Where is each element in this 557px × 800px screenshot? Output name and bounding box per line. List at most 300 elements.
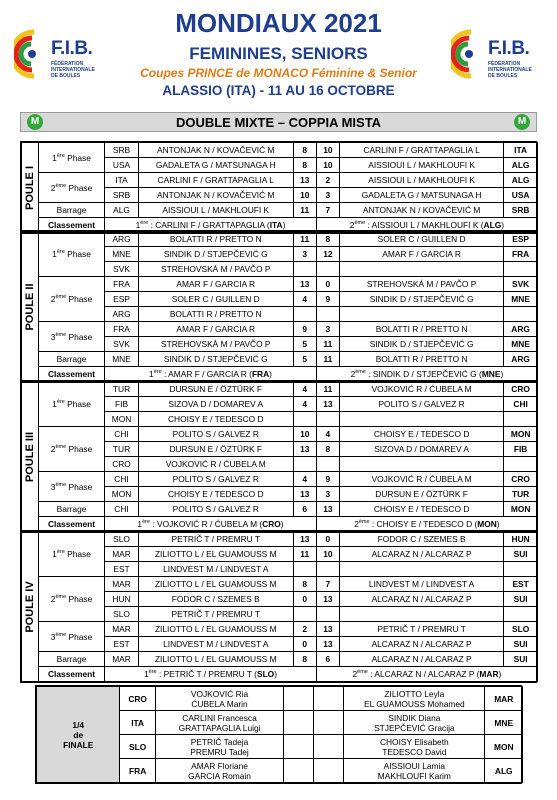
opponent-name bbox=[339, 607, 503, 622]
score bbox=[293, 457, 316, 472]
phase-suffix: ère bbox=[56, 152, 65, 159]
discipline-banner bbox=[20, 112, 537, 132]
score: 10 bbox=[293, 188, 316, 203]
team-name: CHOISY E / TEDESCO D bbox=[138, 487, 293, 502]
country-code: TUR bbox=[105, 442, 139, 457]
score: 10 bbox=[293, 427, 316, 442]
country-code: FIB bbox=[105, 397, 139, 412]
opponent-country-code: ALG bbox=[485, 759, 523, 783]
score-cell bbox=[314, 759, 344, 783]
first-place: 1ère : VOJKOVIĆ R / ĆUBELA M (CRO) bbox=[105, 517, 317, 532]
pool-name: POULE I bbox=[23, 165, 36, 210]
country-code: EST bbox=[105, 562, 139, 577]
opponent-name: ANTONJAK N / KOVAČEVIĆ M bbox=[339, 203, 503, 218]
opponent-name: ALCARAZ N / ALCARAZ P bbox=[339, 547, 503, 562]
country-code: SLO bbox=[105, 607, 139, 622]
rank-suffix: ème bbox=[357, 669, 368, 676]
score bbox=[316, 307, 339, 322]
phase-number: 1 bbox=[52, 549, 57, 559]
score: 0 bbox=[316, 532, 339, 547]
table-row bbox=[22, 352, 538, 367]
score bbox=[293, 607, 316, 622]
opponent-country-code: HUN bbox=[504, 532, 538, 547]
score-cell bbox=[284, 711, 314, 735]
phase-label bbox=[38, 577, 104, 622]
player-name: CARLINI Francesca bbox=[182, 712, 257, 723]
score: 13 bbox=[293, 277, 316, 292]
opponent-name: ALCARAZ N / ALCARAZ P bbox=[339, 652, 503, 667]
player-name: GARCIA Romain bbox=[188, 770, 251, 781]
opponent-country-code: CRO bbox=[504, 382, 538, 397]
country-code: MAR bbox=[105, 622, 139, 637]
opponent-country-code: CHI bbox=[504, 397, 538, 412]
phase-word: Phase bbox=[67, 549, 91, 559]
score: 13 bbox=[293, 487, 316, 502]
score: 10 bbox=[316, 143, 339, 158]
opponent-country-code: ALG bbox=[504, 158, 538, 173]
team-name: SOLER C / GUILLEN D bbox=[138, 292, 293, 307]
player-name: ĆUBELA Marin bbox=[191, 698, 248, 709]
opponent-name: BOLATTI R / PRETTO N bbox=[339, 352, 503, 367]
team-name: AISSIOUI L / MAKHLOUFI K bbox=[138, 203, 293, 218]
country-code: CHI bbox=[105, 502, 139, 517]
country-code: SLO bbox=[120, 735, 155, 759]
pool-block bbox=[20, 230, 537, 383]
barrage-label: Barrage bbox=[38, 502, 104, 517]
country-code: ARG bbox=[105, 232, 139, 247]
score: 7 bbox=[316, 577, 339, 592]
table-row bbox=[22, 322, 538, 337]
pool-name: POULE II bbox=[23, 282, 36, 331]
phase-label bbox=[38, 427, 104, 472]
phase-word: Phase bbox=[68, 594, 93, 604]
team-players bbox=[155, 687, 283, 711]
rank-suffix: ère bbox=[140, 220, 149, 227]
opponent-players bbox=[344, 711, 485, 735]
score: 2 bbox=[316, 173, 339, 188]
event-subtitle: FEMININES, SENIORS bbox=[189, 44, 368, 63]
second-place-country: MAR bbox=[479, 669, 499, 679]
table-row bbox=[22, 577, 538, 592]
rank-number: 2 bbox=[352, 669, 358, 679]
rank-number: 1 bbox=[143, 669, 149, 679]
phase-number: 3 bbox=[50, 331, 56, 342]
opponent-name: STREHOVSKÁ M / PAVČO P bbox=[339, 277, 503, 292]
phase-label bbox=[38, 143, 104, 173]
rank-number: 2 bbox=[349, 220, 355, 230]
opponent-country-code: MNE bbox=[504, 337, 538, 352]
pool-table bbox=[21, 142, 538, 233]
team-players bbox=[155, 711, 283, 735]
phase-suffix: ème bbox=[55, 444, 67, 451]
phase-word: Phase bbox=[67, 249, 91, 259]
country-code: CHI bbox=[105, 472, 139, 487]
score bbox=[293, 262, 316, 277]
opponent-country-code: SUI bbox=[504, 652, 538, 667]
second-place-country: MON bbox=[477, 519, 497, 529]
phase-label bbox=[38, 382, 104, 427]
first-place-team: : CARLINI F / GRATTAPAGLIA ( bbox=[150, 220, 270, 230]
score: 11 bbox=[293, 203, 316, 218]
opponent-name: AMAR F / GARCIA R bbox=[339, 247, 503, 262]
country-code: HUN bbox=[105, 592, 139, 607]
team-name: POLITO S / GALVEZ R bbox=[138, 427, 293, 442]
score-cell bbox=[284, 687, 314, 711]
opponent-country-code: ARG bbox=[504, 352, 538, 367]
mixed-badge-icon: M bbox=[27, 114, 43, 130]
team-name: ANTONJAK N / KOVAČEVIĆ M bbox=[138, 188, 293, 203]
score-cell bbox=[314, 711, 344, 735]
logo-subtext: FÉDÉRATION INTERNATIONALE DE BOULES bbox=[51, 61, 95, 79]
opponent-country-code: TUR bbox=[504, 487, 538, 502]
country-code: ITA bbox=[120, 711, 155, 735]
first-place-team: : VOJKOVIĆ R / ĆUBELA M ( bbox=[152, 519, 263, 529]
discipline-title: DOUBLE MIXTE – COPPIA MISTA bbox=[175, 115, 382, 130]
pool-block bbox=[20, 530, 537, 683]
table-row bbox=[22, 532, 538, 547]
score: 13 bbox=[316, 622, 339, 637]
score: 11 bbox=[316, 352, 339, 367]
team-name: AMAR F / GARCIA R bbox=[138, 322, 293, 337]
opponent-name: LINDVEST M / LINDVEST A bbox=[339, 577, 503, 592]
score bbox=[316, 607, 339, 622]
opponent-name bbox=[339, 307, 503, 322]
phase-word: Phase bbox=[68, 182, 93, 193]
table-row bbox=[22, 203, 538, 218]
score: 9 bbox=[316, 292, 339, 307]
score: 4 bbox=[316, 427, 339, 442]
table-row bbox=[22, 143, 538, 158]
rank-number: 1 bbox=[137, 519, 143, 529]
player-name: PREMRU Tadej bbox=[190, 746, 249, 757]
team-name: SINDIK D / STJEPČEVIĆ G bbox=[138, 247, 293, 262]
opponent-name: ALCARAZ N / ALCARAZ P bbox=[339, 592, 503, 607]
country-code: ALG bbox=[105, 203, 139, 218]
score bbox=[293, 562, 316, 577]
opponent-name: POLITO S / GALVEZ R bbox=[339, 397, 503, 412]
player-name: AMAR Floriane bbox=[191, 760, 248, 771]
country-code: MAR bbox=[105, 577, 139, 592]
opponent-country-code: MNE bbox=[504, 292, 538, 307]
score: 3 bbox=[293, 247, 316, 262]
score bbox=[293, 412, 316, 427]
score-cell bbox=[314, 735, 344, 759]
country-code: MAR bbox=[105, 652, 139, 667]
score: 5 bbox=[293, 352, 316, 367]
team-name: ANTONJAK N / KOVAČEVIĆ M bbox=[138, 143, 293, 158]
country-code: MNE bbox=[105, 247, 139, 262]
opponent-name: SOLER C / GUILLEN D bbox=[339, 232, 503, 247]
phase-number: 2 bbox=[50, 182, 56, 193]
opponent-name: BOLATTI R / PRETTO N bbox=[339, 322, 503, 337]
phase-number: 1 bbox=[52, 249, 57, 259]
quarterfinal-row bbox=[37, 687, 523, 711]
opponent-name: SINDIK D / STJEPČEVIĆ G bbox=[339, 337, 503, 352]
classement-row bbox=[22, 667, 538, 682]
team-name: STREHOVSKÁ M / PAVČO P bbox=[138, 262, 293, 277]
score: 5 bbox=[293, 337, 316, 352]
quarterfinal-label bbox=[37, 687, 120, 783]
fib-logo-right bbox=[451, 28, 533, 84]
score: 8 bbox=[316, 442, 339, 457]
opponent-country-code bbox=[504, 412, 538, 427]
opponent-country-code: ESP bbox=[504, 232, 538, 247]
rank-suffix: ème bbox=[355, 369, 366, 376]
team-name: PETRIČ T / PREMRU T bbox=[138, 607, 293, 622]
opponent-country-code: FIB bbox=[504, 442, 538, 457]
score: 12 bbox=[316, 247, 339, 262]
team-name: ZILIOTTO L / EL GUAMOUSS M bbox=[138, 652, 293, 667]
opponent-name: CARLINI F / GRATTAPAGLIA L bbox=[339, 143, 503, 158]
opponent-name: CHOISY E / TEDESCO D bbox=[339, 427, 503, 442]
team-name: STREHOVSKÁ M / PAVČO P bbox=[138, 337, 293, 352]
country-code: MAR bbox=[105, 547, 139, 562]
player-name: TEDESCO David bbox=[382, 746, 447, 757]
score: 11 bbox=[293, 232, 316, 247]
opponent-name: DURSUN E / ÖZTÜRK F bbox=[339, 487, 503, 502]
country-code: CRO bbox=[120, 687, 155, 711]
score: 13 bbox=[316, 637, 339, 652]
country-code: SLO bbox=[105, 532, 139, 547]
rank-suffix: ème bbox=[354, 220, 366, 227]
first-place: 1ère : AMAR F / GARCIA R (FRA) bbox=[105, 367, 317, 382]
score: 3 bbox=[316, 487, 339, 502]
venue-dates: ALASSIO (ITA) - 11 AU 16 OCTOBRE bbox=[162, 83, 395, 98]
score: 0 bbox=[293, 592, 316, 607]
second-place: 2ème : AISSIOUI L / MAKHLOUFI K (ALG) bbox=[316, 218, 537, 233]
phase-number: 2 bbox=[50, 594, 56, 604]
phase-label bbox=[38, 277, 104, 322]
phase-label bbox=[38, 622, 104, 652]
opponent-players bbox=[344, 735, 485, 759]
opponent-name bbox=[339, 262, 503, 277]
score: 7 bbox=[316, 203, 339, 218]
team-name: POLITO S / GALVEZ R bbox=[138, 502, 293, 517]
event-title: MONDIAUX 2021 bbox=[175, 8, 382, 38]
score: 13 bbox=[293, 532, 316, 547]
opponent-country-code bbox=[504, 262, 538, 277]
quarterfinal-label-line: FINALE bbox=[63, 739, 94, 750]
score bbox=[316, 412, 339, 427]
opponent-country-code: MON bbox=[504, 502, 538, 517]
table-row bbox=[22, 382, 538, 397]
score: 13 bbox=[293, 173, 316, 188]
team-name: VOJKOVIĆ R / ĆUBELA M bbox=[138, 457, 293, 472]
first-place-country: ITA bbox=[269, 220, 283, 230]
country-code: ITA bbox=[105, 173, 139, 188]
pool-name: POULE IV bbox=[23, 580, 36, 633]
phase-label bbox=[38, 232, 104, 277]
score: 2 bbox=[293, 622, 316, 637]
score: 9 bbox=[316, 472, 339, 487]
team-name: FODOR C / SZEMES B bbox=[138, 592, 293, 607]
team-name: ZILIOTTO L / EL GUAMOUSS M bbox=[138, 547, 293, 562]
team-name: SINDIK D / STJEPČEVIĆ G bbox=[138, 352, 293, 367]
score: 0 bbox=[293, 637, 316, 652]
second-place-team: : ALCARAZ N / ALCARAZ P ( bbox=[370, 669, 480, 679]
opponent-name: GADALETA G / MATSUNAGA H bbox=[339, 188, 503, 203]
opponent-name bbox=[339, 562, 503, 577]
opponent-country-code: MNE bbox=[485, 711, 523, 735]
score: 6 bbox=[293, 502, 316, 517]
score: 13 bbox=[316, 397, 339, 412]
score: 13 bbox=[316, 502, 339, 517]
opponent-name: SINDIK D / STJEPČEVIĆ G bbox=[339, 292, 503, 307]
barrage-label: Barrage bbox=[38, 203, 104, 218]
country-code: MON bbox=[105, 412, 139, 427]
first-place: 1ère : PETRIČ T / PREMRU T (SLO) bbox=[105, 667, 317, 682]
score: 8 bbox=[293, 652, 316, 667]
score: 11 bbox=[316, 337, 339, 352]
team-name: ZILIOTTO L / EL GUAMOUSS M bbox=[138, 577, 293, 592]
opponent-country-code bbox=[504, 457, 538, 472]
pool-table bbox=[21, 231, 538, 382]
phase-word: Phase bbox=[68, 331, 93, 342]
country-code: MNE bbox=[105, 352, 139, 367]
second-place: 2ème : SINDIK D / STJEPČEVIĆ G (MNE) bbox=[316, 367, 537, 382]
country-code: MON bbox=[105, 487, 139, 502]
first-place: 1ère : CARLINI F / GRATTAPAGLIA (ITA) bbox=[105, 218, 317, 233]
rank-number: 2 bbox=[350, 369, 356, 379]
pool-name-cell bbox=[22, 143, 39, 233]
second-place: 2ème : CHOISY E / TEDESCO D (MON) bbox=[316, 517, 537, 532]
team-name: BOLATTI R / PRETTO N bbox=[138, 307, 293, 322]
quarterfinal-table bbox=[35, 685, 522, 784]
score: 10 bbox=[316, 158, 339, 173]
phase-label bbox=[38, 173, 104, 203]
score: 8 bbox=[293, 158, 316, 173]
score: 0 bbox=[316, 277, 339, 292]
team-name: PETRIČ T / PREMRU T bbox=[138, 532, 293, 547]
rank-suffix: ère bbox=[142, 519, 151, 526]
country-code: USA bbox=[105, 158, 139, 173]
table-row bbox=[22, 277, 538, 292]
classement-label: Classement bbox=[38, 367, 104, 382]
rank-suffix: ème bbox=[358, 519, 370, 526]
quarterfinal-label-line: de bbox=[73, 729, 84, 740]
country-code: CRO bbox=[105, 457, 139, 472]
country-code: SRB bbox=[105, 143, 139, 158]
country-code: TUR bbox=[105, 382, 139, 397]
fib-logo-icon bbox=[451, 28, 491, 80]
score: 8 bbox=[293, 143, 316, 158]
first-place-country: FRA bbox=[251, 369, 270, 379]
player-name: MAKHLOUFI Karim bbox=[377, 770, 451, 781]
phase-suffix: ère bbox=[56, 249, 65, 256]
opponent-country-code: FRA bbox=[504, 247, 538, 262]
score: 11 bbox=[316, 382, 339, 397]
team-name: LINDVEST M / LINDVEST A bbox=[138, 562, 293, 577]
opponent-name: AISSIOUI L / MAKHLOUFI K bbox=[339, 173, 503, 188]
pool-table bbox=[21, 381, 538, 532]
country-code: CHI bbox=[105, 427, 139, 442]
first-place-team: : PETRIČ T / PREMRU T ( bbox=[158, 669, 257, 679]
opponent-country-code: SLO bbox=[504, 622, 538, 637]
score: 9 bbox=[293, 322, 316, 337]
score bbox=[316, 562, 339, 577]
opponent-players bbox=[344, 687, 485, 711]
rank-suffix: ère bbox=[148, 669, 157, 676]
opponent-name: PETRIČ T / PREMRU T bbox=[339, 622, 503, 637]
opponent-country-code: ARG bbox=[504, 322, 538, 337]
table-row bbox=[22, 173, 538, 188]
score-cell bbox=[284, 735, 314, 759]
team-players bbox=[155, 735, 283, 759]
team-name: AMAR F / GARCIA R bbox=[138, 277, 293, 292]
opponent-name: CHOISY E / TEDESCO D bbox=[339, 502, 503, 517]
country-code: EST bbox=[105, 637, 139, 652]
opponent-name: FODOR C / SZEMES B bbox=[339, 532, 503, 547]
pool-block bbox=[20, 141, 537, 234]
phase-suffix: ère bbox=[56, 549, 65, 556]
phase-suffix: ème bbox=[55, 182, 67, 189]
logo-text: F.I.B. bbox=[488, 38, 530, 59]
table-row bbox=[22, 232, 538, 247]
score: 4 bbox=[293, 382, 316, 397]
country-code: FRA bbox=[105, 322, 139, 337]
score: 11 bbox=[293, 547, 316, 562]
team-name: DURSUN E / ÖZTÜRK F bbox=[138, 442, 293, 457]
opponent-country-code bbox=[504, 562, 538, 577]
pool-block bbox=[20, 380, 537, 533]
opponent-country-code: MON bbox=[504, 427, 538, 442]
team-name: LINDVEST M / LINDVEST A bbox=[138, 637, 293, 652]
first-place-country: SLO bbox=[256, 669, 275, 679]
phase-number: 1 bbox=[52, 399, 57, 409]
opponent-name: ALCARAZ N / ALCARAZ P bbox=[339, 637, 503, 652]
player-name: PETRIČ Tadeja bbox=[190, 736, 249, 747]
opponent-country-code: USA bbox=[504, 188, 538, 203]
table-row bbox=[22, 472, 538, 487]
opponent-country-code: SUI bbox=[504, 637, 538, 652]
country-code: FRA bbox=[105, 277, 139, 292]
mixed-badge-icon: M bbox=[514, 114, 530, 130]
opponent-name: AISSIOUI L / MAKHLOUFI K bbox=[339, 158, 503, 173]
score bbox=[316, 457, 339, 472]
pool-name-cell bbox=[22, 532, 39, 682]
second-place-team: : CHOISY E / TEDESCO D ( bbox=[371, 519, 478, 529]
opponent-country-code: SVK bbox=[504, 277, 538, 292]
phase-number: 3 bbox=[50, 631, 56, 642]
barrage-label: Barrage bbox=[38, 352, 104, 367]
player-name: SINDIK Diana bbox=[388, 712, 441, 723]
score-cell bbox=[314, 687, 344, 711]
team-name: GADALETA G / MATSUNAGA H bbox=[138, 158, 293, 173]
player-name: VOJKOVIĆ Ria bbox=[190, 688, 249, 699]
table-row bbox=[22, 427, 538, 442]
phase-suffix: ème bbox=[55, 631, 67, 638]
team-name: POLITO S / GALVEZ R bbox=[138, 472, 293, 487]
logo-subtext: FÉDÉRATION INTERNATIONALE DE BOULES bbox=[488, 61, 532, 79]
phase-label bbox=[38, 532, 104, 577]
score: 4 bbox=[293, 397, 316, 412]
opponent-country-code: EST bbox=[504, 577, 538, 592]
phase-word: Phase bbox=[67, 152, 91, 163]
opponent-country-code: SUI bbox=[504, 592, 538, 607]
team-name: CARLINI F / GRATTAPAGLIA L bbox=[138, 173, 293, 188]
country-code: ESP bbox=[105, 292, 139, 307]
second-place-country: ALG bbox=[483, 220, 502, 230]
phase-word: Phase bbox=[68, 631, 93, 642]
player-name: ZILIOTTO Leyla bbox=[384, 688, 445, 699]
opponent-country-code: ITA bbox=[504, 143, 538, 158]
pool-name-cell bbox=[22, 382, 39, 532]
country-code: ARG bbox=[105, 307, 139, 322]
score: 4 bbox=[293, 292, 316, 307]
table-row bbox=[22, 622, 538, 637]
opponent-country-code: MAR bbox=[485, 687, 523, 711]
team-name: DURSUN E / ÖZTÜRK F bbox=[138, 382, 293, 397]
